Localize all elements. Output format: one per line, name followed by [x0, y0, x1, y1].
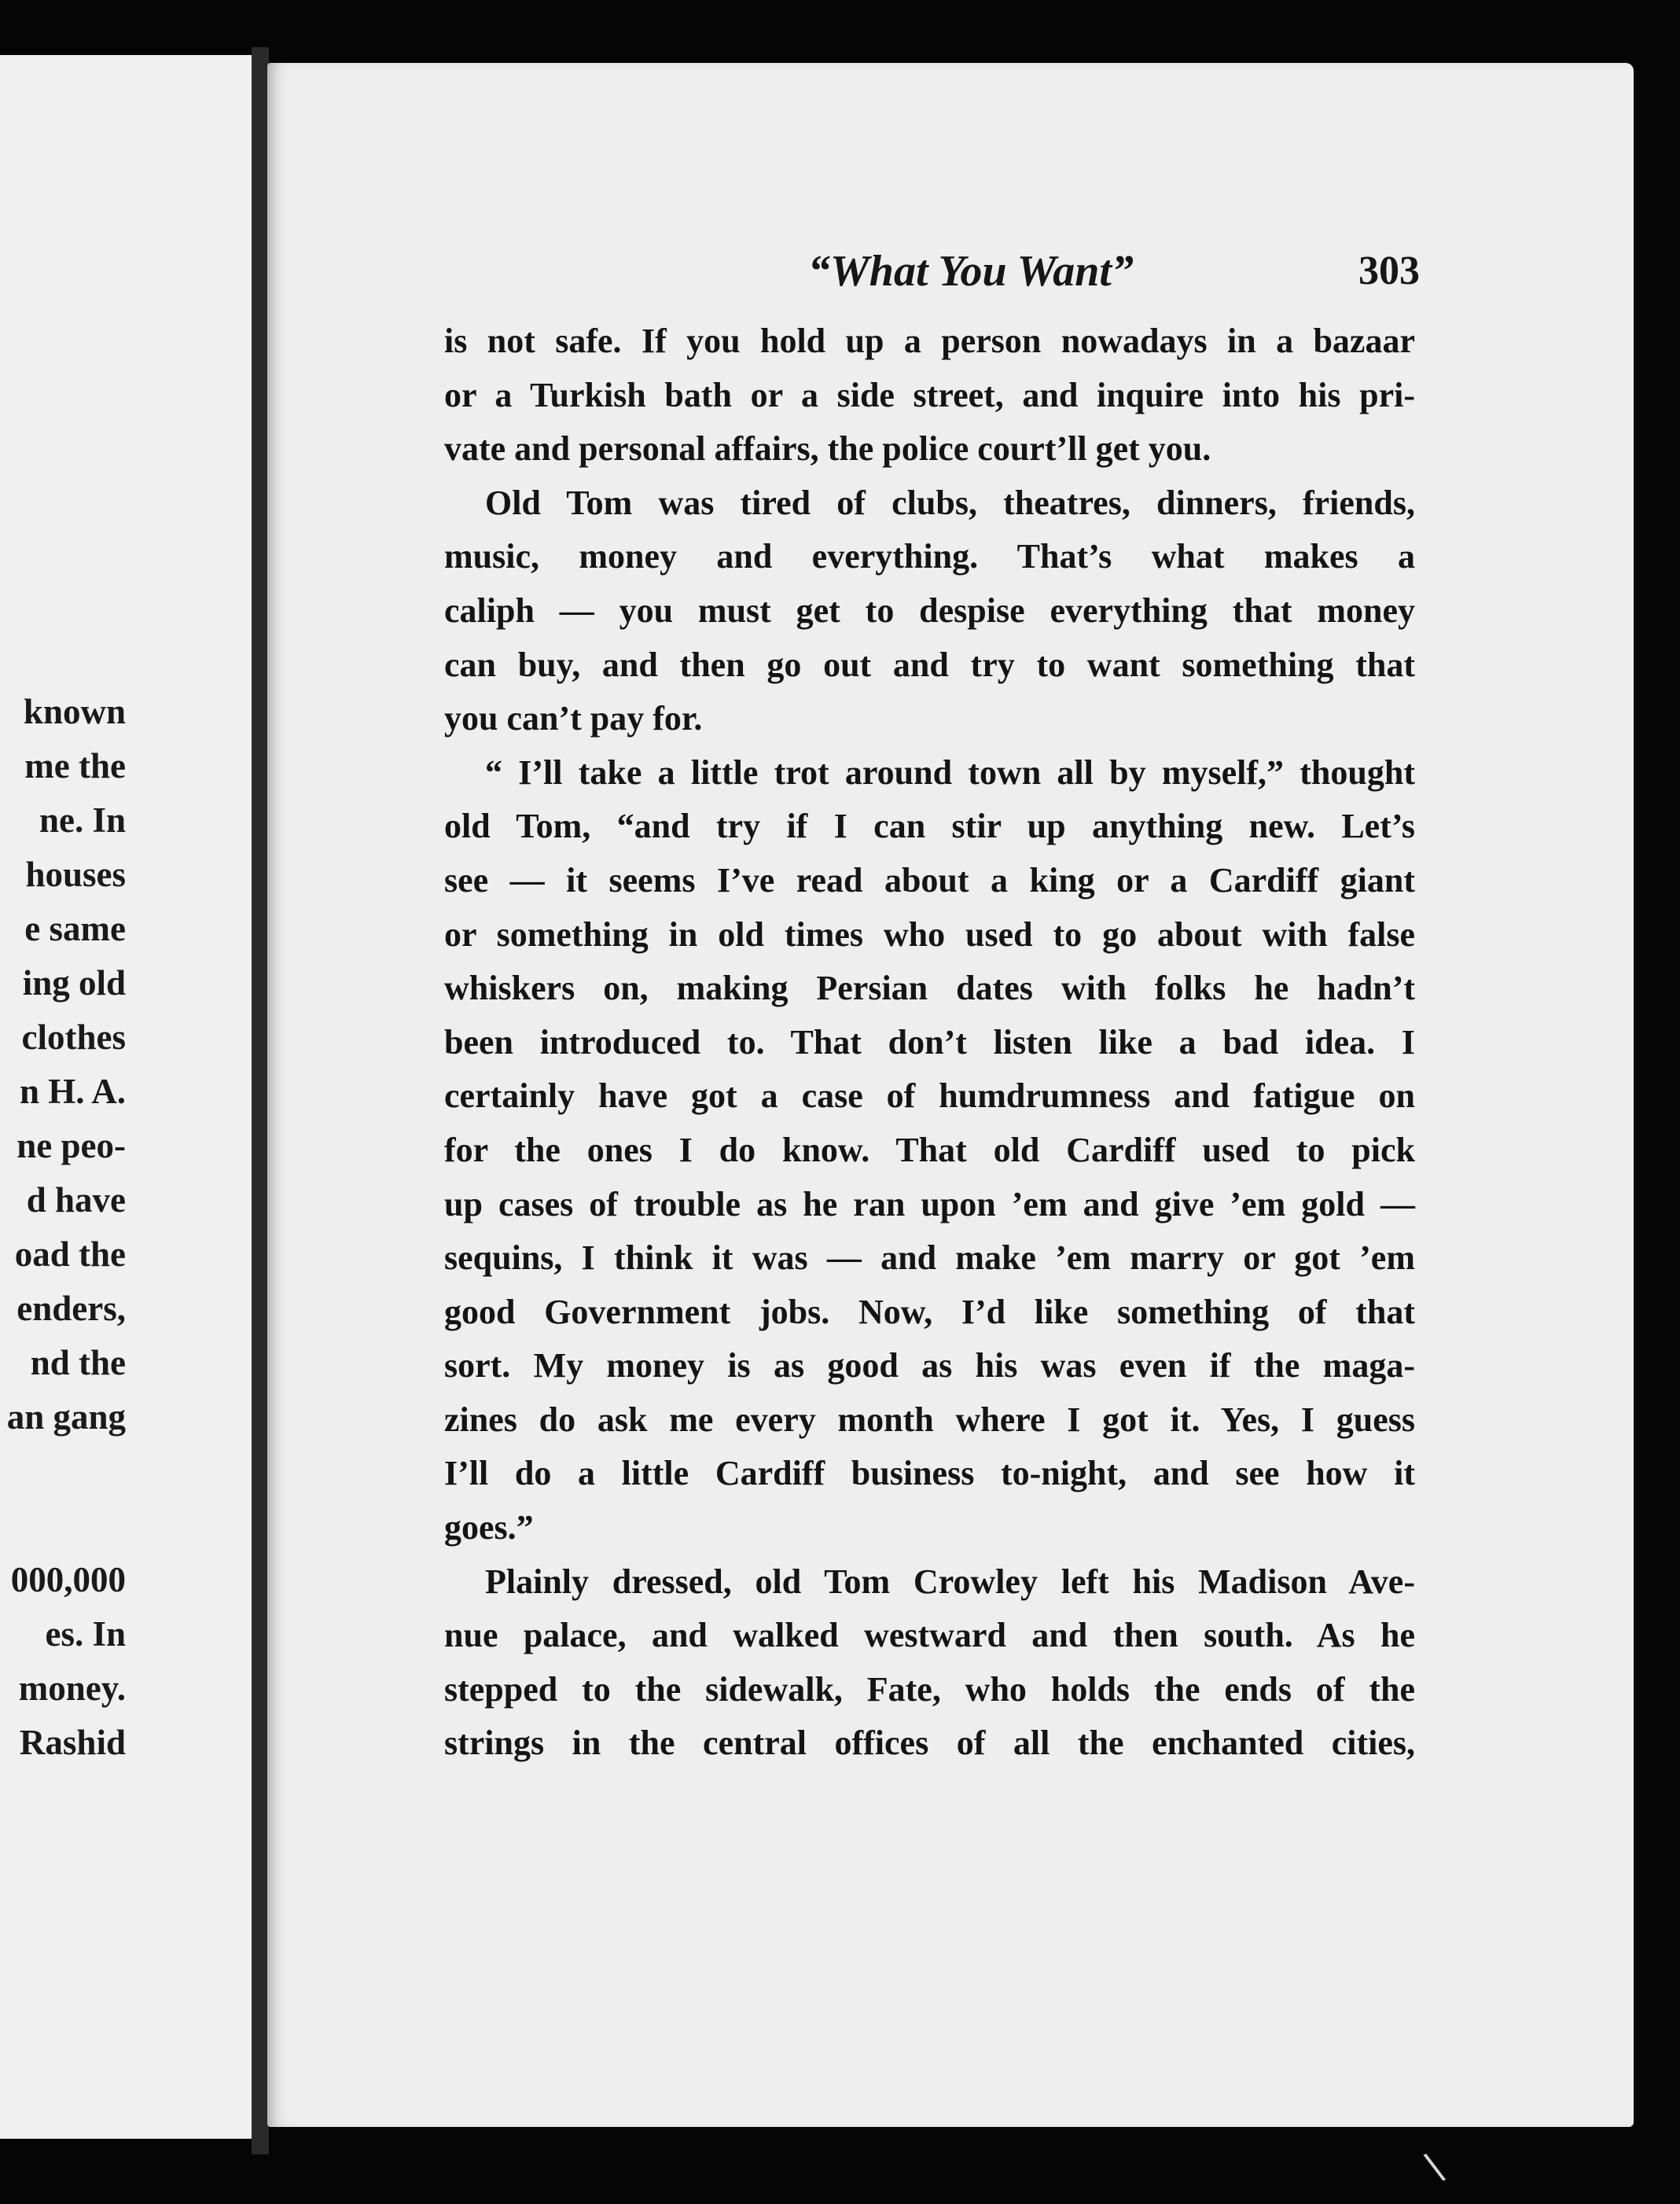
text-line: Old Tom was tired of clubs, theatres, dinners, friends,: [485, 483, 1415, 522]
page-number: 303: [1358, 248, 1420, 293]
left-page-line: enders,: [17, 1289, 126, 1328]
text-line: been introduced to. That don’t listen like a bad idea. I: [444, 1022, 1415, 1062]
text-line: “ I’ll take a little trot around town all by myself,” thought: [485, 752, 1415, 792]
book-gutter: [252, 47, 269, 2154]
left-page-line: ne. In: [39, 800, 126, 840]
left-page-line: es. In: [45, 1614, 126, 1654]
text-line: certainly have got a case of humdrumness and fatigue on: [444, 1076, 1415, 1116]
left-page-line: 000,000: [10, 1560, 126, 1599]
facing-page-fragment: [0, 55, 263, 2139]
text-line: old Tom, “and try if I can stir up anything new. Let’s: [444, 807, 1415, 846]
text-line: can buy, and then go out and try to want something that: [444, 645, 1415, 684]
running-header: [267, 236, 1634, 307]
text-line: zines do ask me every month where I got it. Yes, I guess: [444, 1400, 1415, 1439]
left-page-line: money.: [18, 1669, 126, 1708]
left-page-line: clothes: [21, 1017, 126, 1057]
body-text: [444, 315, 1634, 1771]
left-page-line: known: [23, 692, 126, 731]
text-line: for the ones I do know. That old Cardiff used to pick: [444, 1130, 1415, 1169]
text-line: caliph — you must get to despise everything that money: [444, 591, 1415, 630]
text-line: goes.”: [444, 1508, 534, 1547]
left-page-line: oad the: [14, 1234, 126, 1274]
left-page-line: me the: [24, 746, 126, 786]
text-line: or a Turkish bath or a side street, and inquire into his pri-: [444, 375, 1415, 414]
text-line: good Government jobs. Now, I’d like something of that: [444, 1292, 1415, 1331]
text-line: you can’t pay for.: [444, 699, 703, 738]
text-line: stepped to the sidewalk, Fate, who holds the ends of the: [444, 1669, 1415, 1709]
left-page-line: e same: [24, 909, 126, 948]
text-line: sequins, I think it was — and make ’em marry or got ’em: [444, 1238, 1415, 1278]
left-page-line: n H. A.: [19, 1072, 126, 1111]
text-line: whiskers on, making Persian dates with folks he hadn’t: [444, 969, 1415, 1008]
text-line: Plainly dressed, old Tom Crowley left his Madison Ave-: [485, 1562, 1415, 1601]
left-page-line: nd the: [30, 1343, 126, 1382]
left-page-line: houses: [25, 855, 126, 894]
text-line: strings in the central offices of all the enchanted cities,: [444, 1724, 1415, 1763]
left-page-line: Rashid: [19, 1723, 126, 1762]
text-line: music, money and everything. That’s what makes a: [444, 537, 1415, 576]
left-page-line: ing old: [22, 963, 126, 1003]
text-line: is not safe. If you hold up a person nowadays in a bazaar: [444, 322, 1415, 360]
running-title: “What You Want”: [808, 247, 1134, 296]
left-page-line: an gang: [6, 1397, 126, 1437]
text-line: nue palace, and walked westward and then south. As he: [444, 1616, 1415, 1655]
text-line: or something in old times who used to go about with false: [444, 914, 1415, 954]
text-line: sort. My money is as good as his was even if the maga-: [444, 1346, 1415, 1385]
text-line: see — it seems I’ve read about a king or a Cardiff giant: [444, 860, 1415, 900]
left-page-line: d have: [26, 1180, 126, 1220]
scan-artifact: ∖: [1414, 2143, 1453, 2194]
text-line: I’ll do a little Cardiff business to-night, and see how it: [444, 1454, 1415, 1493]
text-line: up cases of trouble as he ran upon ’em and give ’em gold —: [444, 1184, 1415, 1223]
left-page-line: ne peo-: [17, 1126, 126, 1165]
text-line: vate and personal affairs, the police court’ll get you.: [444, 429, 1211, 469]
book-page: [267, 63, 1634, 2127]
